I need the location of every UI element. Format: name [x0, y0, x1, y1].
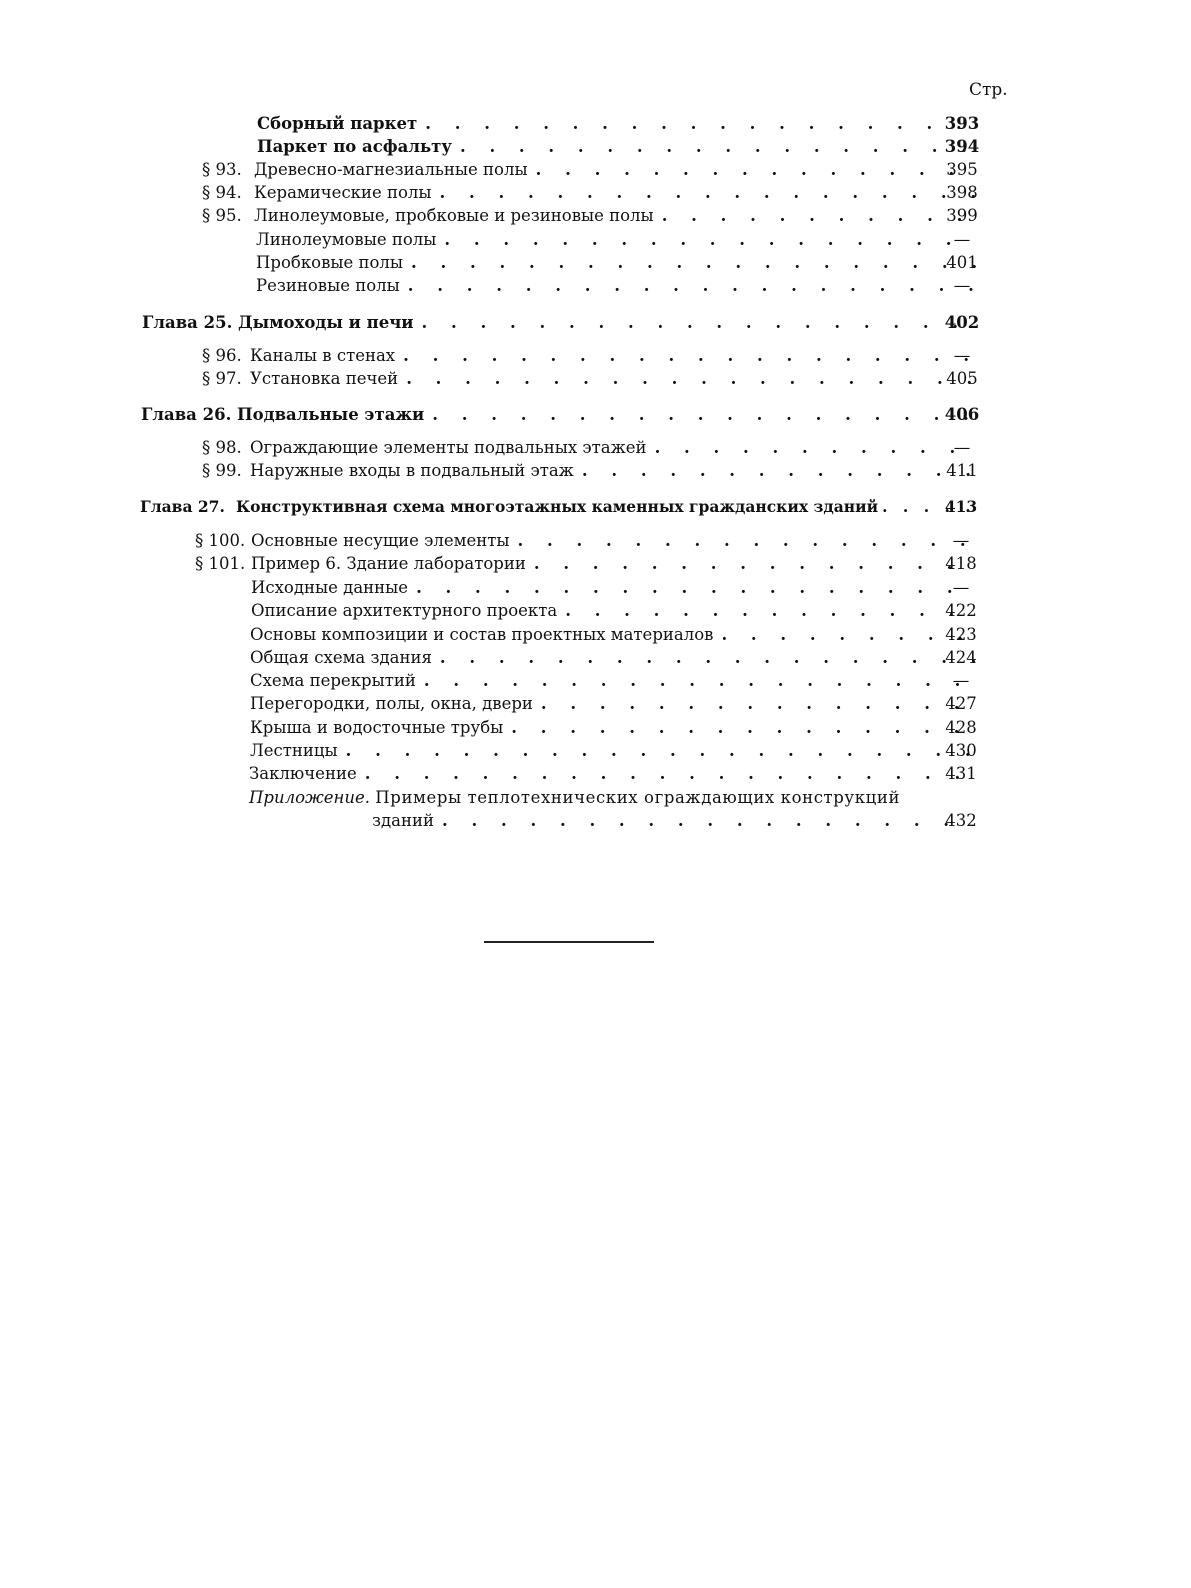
leader-dots [408, 276, 976, 295]
entry-page: 427 [945, 694, 977, 713]
toc-entry [257, 114, 982, 136]
entry-number: § 98. [202, 438, 242, 457]
appendix-line-2 [372, 811, 981, 833]
entry-title: Пробковые полы [256, 253, 404, 272]
entry-page: 428 [945, 718, 977, 737]
entry-title: Сборный паркет [257, 114, 418, 133]
leader-dots [442, 811, 975, 830]
toc-entry [250, 648, 981, 670]
entry-page: 431 [945, 764, 977, 783]
leader-dots [460, 137, 976, 156]
entry-title: Крыша и водосточные трубы [250, 718, 504, 737]
entry-page: 401 [946, 253, 978, 272]
leader-dots [511, 718, 975, 737]
entry-page: 405 [946, 369, 978, 388]
entry-page: — [953, 438, 971, 457]
entry-title: Установка печей [250, 369, 399, 388]
entry-title: Лестницы [250, 741, 338, 760]
entry-page: 394 [944, 137, 980, 156]
entry-page: 422 [945, 601, 977, 620]
entry-title: Перегородки, полы, окна, двери [250, 694, 533, 713]
leader-dots [582, 461, 976, 480]
toc-entry [250, 741, 981, 763]
chapter-title: Конструктивная схема многоэтажных каменных гражданских зданий [236, 497, 879, 516]
entry-number: § 93. [202, 160, 242, 179]
leader-dots [424, 671, 975, 690]
appendix-lead: Приложение. [249, 788, 371, 807]
chapter-number: Глава 27. [140, 497, 225, 516]
toc-entry [251, 601, 981, 623]
leader-dots [444, 230, 976, 249]
entry-page: 393 [944, 114, 980, 133]
toc-entry [256, 230, 982, 252]
appendix-title-line2: зданий [372, 811, 434, 830]
leader-dots [403, 346, 976, 365]
entry-number: § 100. [195, 531, 246, 550]
entry-page: — [952, 578, 970, 597]
toc-entry [257, 137, 982, 159]
entry-title: Каналы в стенах [250, 346, 396, 365]
entry-page: 423 [945, 625, 977, 644]
appendix-line-1 [249, 788, 900, 807]
toc-entry [202, 369, 982, 391]
toc-entry [202, 160, 982, 182]
leader-dots [425, 114, 976, 133]
chapter-number: Глава 26. [141, 405, 232, 424]
entry-title: Описание архитектурного проекта [251, 601, 558, 620]
entry-page: 398 [946, 183, 978, 202]
entry-page: 406 [944, 405, 980, 424]
leader-dots [365, 764, 975, 783]
leader-dots [534, 554, 975, 573]
entry-title: Линолеумовые, пробковые и резиновые полы [254, 206, 654, 225]
entry-page: 413 [944, 497, 978, 516]
toc-entry [256, 253, 982, 275]
chapter-title: Подвальные этажи [237, 405, 425, 424]
chapter-title: Дымоходы и печи [238, 313, 414, 332]
entry-title: Пример 6. Здание лаборатории [251, 554, 526, 573]
entry-title: Паркет по асфальту [257, 137, 452, 156]
leader-dots [346, 741, 975, 760]
entry-title: Линолеумовые полы [256, 230, 437, 249]
end-rule [484, 941, 654, 943]
leader-dots [422, 313, 976, 332]
entry-page: — [953, 230, 971, 249]
toc-entry [251, 578, 981, 600]
leader-dots [440, 183, 976, 202]
toc-entry [195, 531, 981, 553]
appendix-title-line1: Примеры теплотехнических ограждающих конструкций [375, 788, 901, 807]
leader-dots [406, 369, 976, 388]
toc-entry [202, 206, 982, 228]
toc-entry [250, 718, 981, 740]
entry-number: § 101. [195, 554, 246, 573]
entry-number: § 94. [202, 183, 242, 202]
leader-dots [416, 578, 975, 597]
leader-dots [432, 405, 976, 424]
chapter-number: Глава 25. [142, 313, 233, 332]
entry-number: § 95. [202, 206, 242, 225]
entry-page: — [952, 531, 970, 550]
toc-entry [195, 554, 981, 576]
leader-dots [565, 601, 975, 620]
entry-page: — [952, 671, 970, 690]
toc-entry [250, 625, 981, 647]
entry-page: 399 [946, 206, 978, 225]
toc-chapter [140, 497, 981, 519]
toc-entry [202, 183, 982, 205]
entry-page: 432 [945, 811, 977, 830]
entry-title: Наружные входы в подвальный этаж [250, 461, 574, 480]
toc-entry [250, 694, 981, 716]
leader-dots [536, 160, 976, 179]
toc-entry [256, 276, 982, 298]
page-column-label: Стр. [969, 80, 1008, 100]
entry-title: Основные несущие элементы [251, 531, 510, 550]
entry-title: Общая схема здания [250, 648, 432, 667]
entry-page: 411 [946, 461, 978, 480]
entry-page: 402 [944, 313, 980, 332]
leader-dots [411, 253, 976, 272]
entry-page: 424 [945, 648, 977, 667]
toc-entry [249, 764, 981, 786]
entry-number: § 97. [202, 369, 242, 388]
toc-entry [202, 461, 982, 483]
entry-title: Схема перекрытий [250, 671, 416, 690]
entry-title: Древесно-магнезиальные полы [254, 160, 528, 179]
toc-entry [202, 346, 982, 368]
entry-page: 418 [945, 554, 977, 573]
entry-title: Заключение [249, 764, 357, 783]
leader-dots [440, 648, 975, 667]
entry-page: — [953, 346, 971, 365]
toc-chapter [141, 405, 982, 427]
entry-title: Резиновые полы [256, 276, 400, 295]
entry-title: Керамические полы [254, 183, 432, 202]
entry-number: § 96. [202, 346, 242, 365]
entry-title: Ограждающие элементы подвальных этажей [250, 438, 647, 457]
toc-entry [202, 438, 982, 460]
toc-entry [250, 671, 981, 693]
toc-chapter [142, 313, 982, 335]
leader-dots [518, 531, 975, 550]
leader-dots [662, 206, 976, 225]
leader-dots [655, 438, 976, 457]
entry-page: — [953, 276, 971, 295]
leader-dots [541, 694, 975, 713]
entry-title: Основы композиции и состав проектных материалов [250, 625, 714, 644]
leader-dots [721, 625, 975, 644]
entry-title: Исходные данные [251, 578, 409, 597]
entry-page: 395 [946, 160, 978, 179]
entry-number: § 99. [202, 461, 242, 480]
entry-page: 430 [945, 741, 977, 760]
